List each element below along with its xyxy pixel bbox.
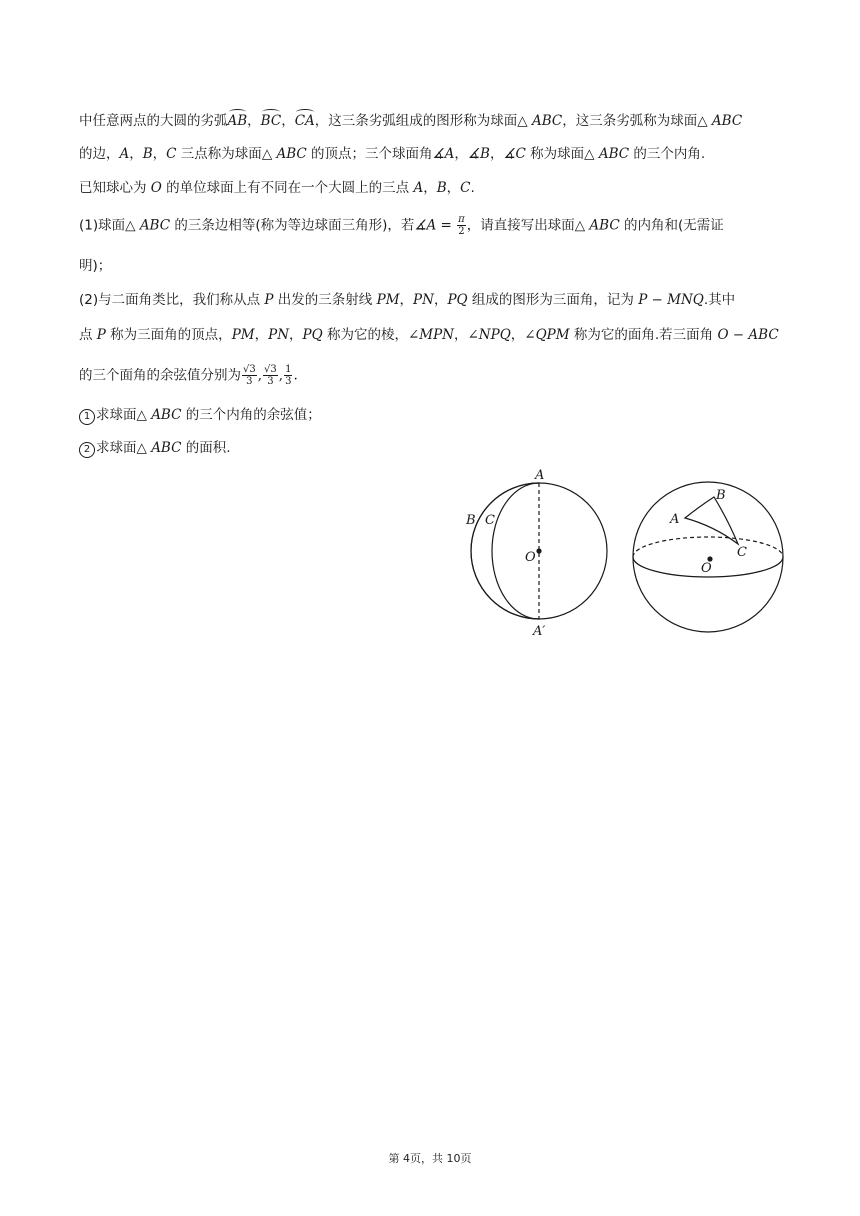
math: ABC <box>151 440 182 456</box>
math: PN <box>413 292 434 308</box>
triangle-symbol: △ <box>261 146 273 162</box>
math: PQ <box>447 292 468 308</box>
triangle-symbol: △ <box>136 440 147 456</box>
text: ， <box>254 327 269 343</box>
arc-bc: BC <box>260 113 282 129</box>
text: 的顶点；三个球面角 <box>306 146 433 162</box>
text: 的内角和(无需证 <box>619 217 724 234</box>
math: PQ <box>302 327 323 343</box>
text: ， <box>489 146 504 162</box>
text: 出发的三条射线 <box>273 292 377 308</box>
text: 三点称为球面 <box>176 146 262 162</box>
numerator: 1 <box>285 364 292 375</box>
text: 的三条边相等(称为等边球面三角形)，若 <box>170 217 415 234</box>
label-c: C <box>737 545 747 560</box>
period: . <box>293 367 298 384</box>
angle-a: ∡A <box>414 217 437 234</box>
numerator: √3 <box>264 364 277 375</box>
math: O − ABC <box>717 327 779 343</box>
text: 的面积. <box>181 440 231 456</box>
angle-c: ∡C <box>503 146 526 162</box>
label-a: A <box>670 512 680 527</box>
text: (2)与二面角类比，我们称从点 <box>79 292 265 308</box>
text: 称为它的棱， <box>322 327 408 343</box>
text: 的三个内角的余弦值； <box>181 407 321 423</box>
text: ， <box>152 146 167 162</box>
label-b: B <box>466 513 476 528</box>
text: 的三个面角的余弦值分别为 <box>79 367 241 384</box>
text: 的三个内角. <box>629 146 706 162</box>
figure-right-sphere <box>633 482 783 632</box>
text: ， <box>247 113 261 129</box>
text: 组成的图形为三面角，记为 <box>467 292 639 308</box>
circled-number: 2 <box>79 442 95 458</box>
text: 称为三面角的顶点， <box>105 327 232 343</box>
text: ， <box>289 327 303 343</box>
math: ∠NPQ <box>467 327 511 343</box>
math: ∠QPM <box>524 327 570 343</box>
text: ， <box>433 292 448 308</box>
equals: = <box>436 217 457 234</box>
text: 明)； <box>79 258 112 274</box>
denominator: 3 <box>267 376 274 387</box>
denominator: 3 <box>285 376 292 387</box>
math: ABC <box>276 146 307 162</box>
text: 的单位球面上有不同在一个大圆上的三点 <box>161 180 414 196</box>
math: PM <box>376 292 400 308</box>
math: PM <box>231 327 255 343</box>
math: C <box>460 180 471 196</box>
label-a-prime: A′ <box>533 624 546 639</box>
sphere-outline <box>633 482 783 632</box>
triangle-symbol: △ <box>584 146 595 162</box>
math: P <box>264 292 274 308</box>
label-b: B <box>716 488 726 503</box>
triangle-symbol: △ <box>517 113 528 129</box>
text: ，请直接写出球面 <box>466 217 575 234</box>
comma: , <box>278 367 284 384</box>
text: ， <box>129 146 143 162</box>
text: ， <box>510 327 525 343</box>
denominator: 3 <box>246 376 253 387</box>
denominator: 2 <box>458 226 465 237</box>
numerator: √3 <box>243 364 256 375</box>
text: ，这三条劣弧组成的图形称为球面 <box>314 113 518 129</box>
equator-back <box>633 537 783 557</box>
triangle-symbol: △ <box>697 113 708 129</box>
text: 的边， <box>79 146 120 162</box>
text: 求球面 <box>96 407 137 423</box>
text: 点 <box>79 327 97 343</box>
math: ∠MPN <box>407 327 454 343</box>
circled-number: 1 <box>79 409 95 425</box>
math: B <box>436 180 447 196</box>
math: P − MNQ <box>638 292 704 308</box>
text: . <box>470 180 475 196</box>
text: ， <box>454 327 468 343</box>
math: ABC <box>589 217 620 234</box>
arc-ab: AB <box>227 113 248 129</box>
triangle-symbol: △ <box>125 217 136 234</box>
text: 中任意两点的大圆的劣弧 <box>79 113 228 129</box>
text: ， <box>454 146 468 162</box>
math: A <box>413 180 424 196</box>
page-footer: 第 4页，共 10页 <box>388 1152 472 1165</box>
math: P <box>96 327 106 343</box>
math: PN <box>268 327 290 343</box>
label-c: C <box>485 513 495 528</box>
text: 称为球面 <box>525 146 585 162</box>
angle-a: ∡A <box>432 146 455 162</box>
text: 已知球心为 <box>79 180 151 196</box>
text: ， <box>399 292 414 308</box>
triangle-symbol: △ <box>136 407 147 423</box>
label-a: A <box>535 468 545 483</box>
text: .其中 <box>703 292 736 308</box>
text: ， <box>281 113 295 129</box>
math: A <box>119 146 130 162</box>
math: ABC <box>598 146 630 162</box>
label-o: O <box>701 561 712 576</box>
math: ABC <box>139 217 171 234</box>
center-dot <box>536 548 541 553</box>
math: B <box>142 146 153 162</box>
math: ABC <box>711 113 743 129</box>
math: C <box>166 146 177 162</box>
text: 称为它的面角.若三面角 <box>569 327 718 343</box>
math: ABC <box>531 113 563 129</box>
numerator: π <box>458 214 465 225</box>
text: (1)球面 <box>79 217 126 234</box>
text: ， <box>446 180 461 196</box>
math: O <box>150 180 162 196</box>
text: ， <box>423 180 437 196</box>
arc-ca: CA <box>294 113 315 129</box>
text: ，这三条劣弧称为球面 <box>562 113 698 129</box>
label-o: O <box>525 550 536 565</box>
math: ABC <box>151 407 182 423</box>
triangle-symbol: △ <box>574 217 586 234</box>
text: 求球面 <box>96 440 137 456</box>
comma: , <box>257 367 263 384</box>
angle-b: ∡B <box>467 146 490 162</box>
